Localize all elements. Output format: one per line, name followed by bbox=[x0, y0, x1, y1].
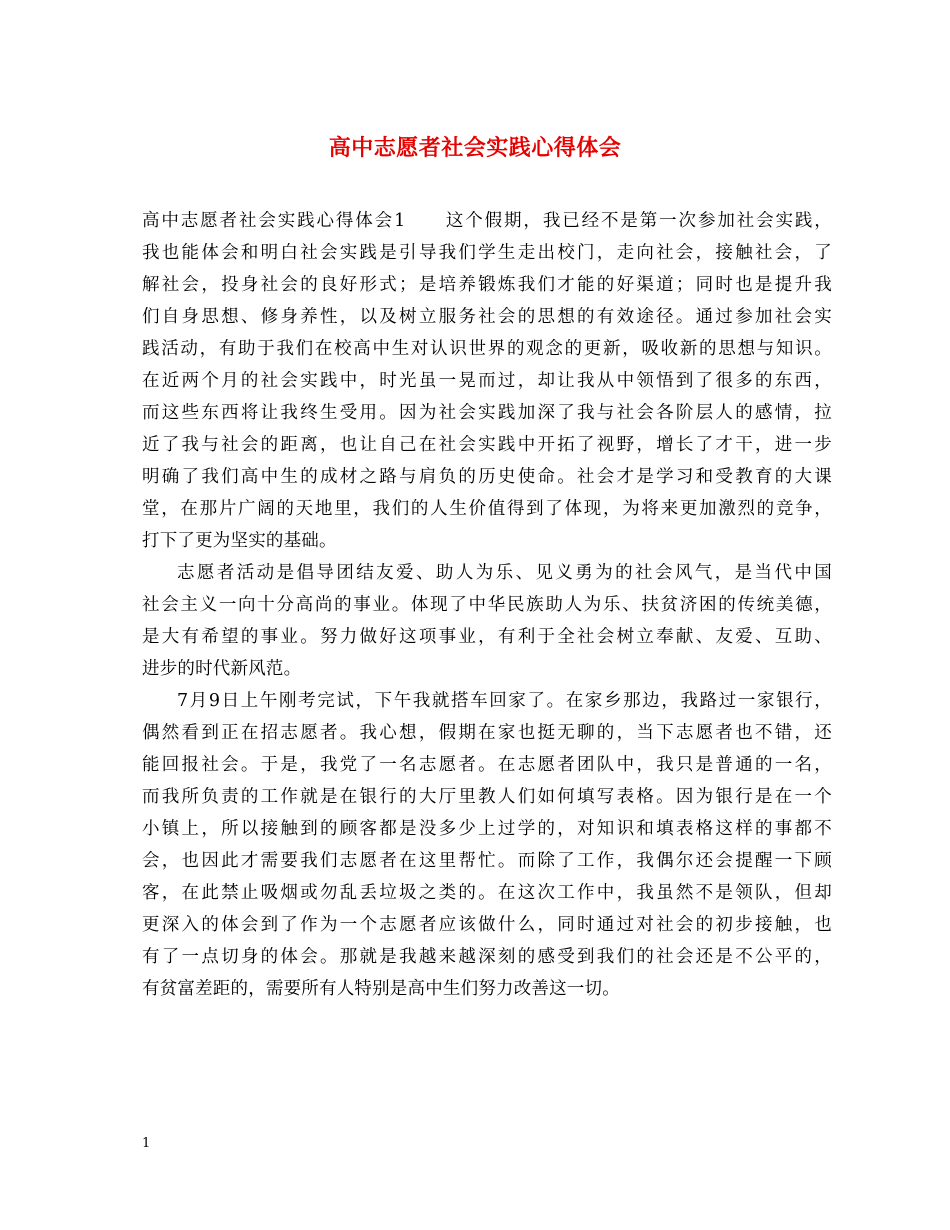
text-line: 们自身思想、修身养性，以及树立服务社会的思想的有效途径。通过参加社会实 bbox=[142, 307, 832, 327]
text-line: 堂，在那片广阔的天地里，我们的人生价值得到了体现，为将来更加激烈的竞争， bbox=[142, 499, 832, 519]
text-line: 客，在此禁止吸烟或勿乱丢垃圾之类的。在这次工作中，我虽然不是领队，但却 bbox=[142, 883, 832, 903]
text-line: 偶然看到正在招志愿者。我心想，假期在家也挺无聊的，当下志愿者也不错，还 bbox=[142, 723, 832, 743]
text-line: 有了一点切身的体会。那就是我越来越深刻的感受到我们的社会还是不公平的， bbox=[142, 947, 832, 967]
text-line: 会，也因此才需要我们志愿者在这里帮忙。而除了工作，我偶尔还会提醒一下顾 bbox=[142, 851, 832, 871]
text-line: 进步的时代新风范。 bbox=[142, 659, 302, 679]
text-line: 而这些东西将让我终生受用。因为社会实践加深了我与社会各阶层人的感情，拉 bbox=[142, 403, 832, 423]
text-line: 解社会，投身社会的良好形式；是培养锻炼我们才能的好渠道；同时也是提升我 bbox=[142, 275, 832, 295]
text-line: 我也能体会和明白社会实践是引导我们学生走出校门，走向社会，接触社会，了 bbox=[142, 243, 832, 263]
text-line: 7月9日上午刚考完试，下午我就搭车回家了。在家乡那边，我路过一家银行， bbox=[177, 691, 832, 711]
text-line: 能回报社会。于是，我党了一名志愿者。在志愿者团队中，我只是普通的一名， bbox=[142, 755, 832, 775]
paragraph-1 bbox=[142, 205, 832, 557]
text-line: 在近两个月的社会实践中，时光虽一晃而过，却让我从中领悟到了很多的东西， bbox=[142, 371, 832, 391]
text-line: 更深入的体会到了作为一个志愿者应该做什么，同时通过对社会的初步接触，也 bbox=[142, 915, 832, 935]
text-line: 小镇上，所以接触到的顾客都是没多少上过学的，对知识和填表格这样的事都不 bbox=[142, 819, 832, 839]
page-number: 1 bbox=[142, 1136, 151, 1151]
document-title: 高中志愿者社会实践心得体会 bbox=[328, 135, 622, 161]
text-line: 打下了更为坚实的基础。 bbox=[142, 531, 337, 551]
paragraph-3 bbox=[142, 685, 832, 1005]
text-line: 有贫富差距的，需要所有人特别是高中生们努力改善这一切。 bbox=[142, 979, 620, 999]
text-line: 明确了我们高中生的成材之路与肩负的历史使命。社会才是学习和受教育的大课 bbox=[142, 467, 832, 487]
text-line: 高中志愿者社会实践心得体会1 这个假期，我已经不是第一次参加社会实践， bbox=[142, 211, 832, 231]
text-line: 践活动，有助于我们在校高中生对认识世界的观念的更新，吸收新的思想与知识。 bbox=[142, 339, 832, 359]
text-line: 志愿者活动是倡导团结友爱、助人为乐、见义勇为的社会风气，是当代中国 bbox=[177, 563, 832, 583]
paragraph-2 bbox=[142, 557, 832, 685]
text-line: 社会主义一向十分高尚的事业。体现了中华民族助人为乐、扶贫济困的传统美德， bbox=[142, 595, 832, 615]
text-line: 近了我与社会的距离，也让自己在社会实践中开拓了视野，增长了才干，进一步 bbox=[142, 435, 832, 455]
text-line: 而我所负责的工作就是在银行的大厅里教人们如何填写表格。因为银行是在一个 bbox=[142, 787, 832, 807]
text-line: 是大有希望的事业。努力做好这项事业，有利于全社会树立奉献、友爱、互助、 bbox=[142, 627, 832, 647]
document-body bbox=[142, 205, 832, 1005]
